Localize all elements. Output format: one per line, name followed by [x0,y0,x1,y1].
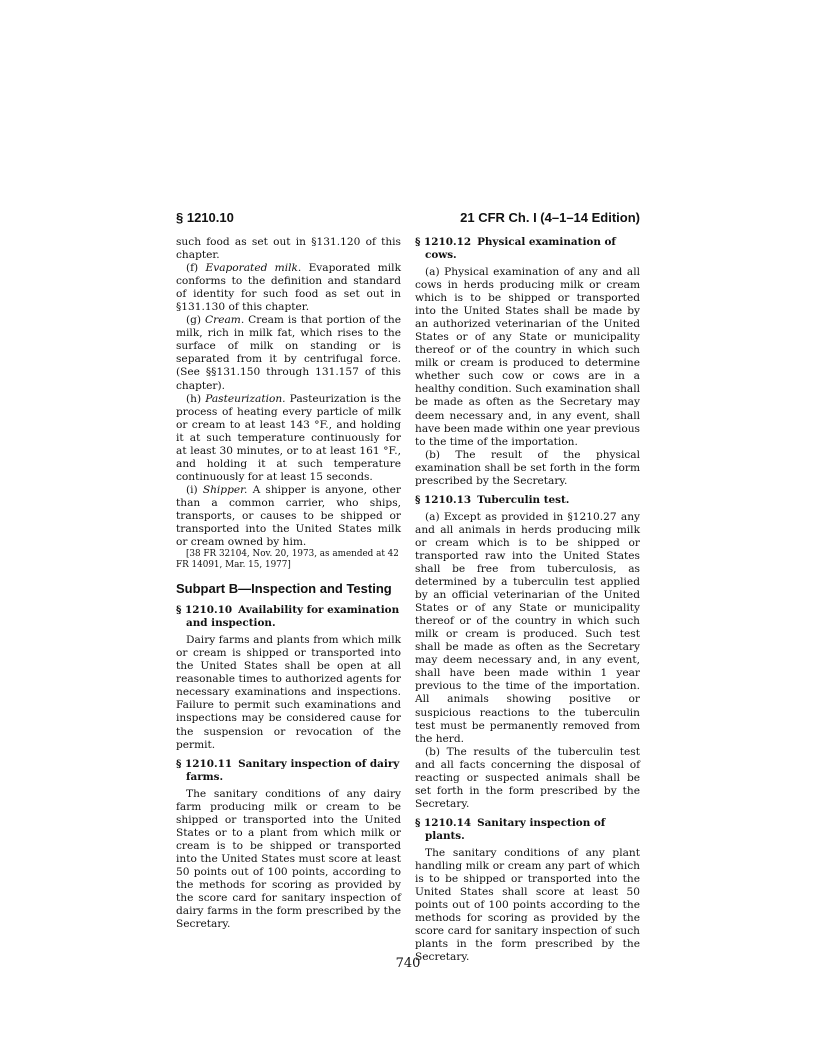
section-number: § 1210.13 [415,493,472,506]
section-heading-1210-12 [415,236,640,262]
paragraph-marker: (i) [186,483,198,496]
section-number: § 1210.11 [176,757,233,770]
running-header-section: § 1210.10 [176,210,234,225]
section-1210-13-para-a: (a) Except as provided in §1210.27 any and all animals in herds producing milk or cream which is to be shipped or transported raw into the United States shall be free from tuberculosis, as determined by a tuberculin test applied by an official veterinarian of the United States or of any State or municipality thereof or of the country in which such milk or cream is produced. Such test shall be made as often as the Secretary may deem necessary and, in any event, shall have been made within 1 year previous to the time of the importation. All animals showing positive or suspicious reactions to the tuberculin test must be permanently removed from the herd. [415,510,640,745]
section-title: Availability for examination and inspection. [186,604,400,630]
paragraph-text: Cream is that portion of the milk, rich in milk fat, which rises to the surface of milk on standing or is separated from it by centrifugal force. (See §§131.150 through 131.157 of this chapter). [176,314,401,392]
paragraph-g [176,314,401,392]
section-title: Sanitary inspection of dairy farms. [186,757,400,783]
paragraph-marker: (g) [186,314,202,327]
running-header-edition: 21 CFR Ch. I (4–1–14 Edition) [460,210,640,225]
defined-term: Shipper. [202,483,248,496]
section-number: § 1210.14 [415,816,472,829]
subpart-heading: Subpart B—Inspection and Testing [176,581,392,597]
section-heading-1210-11 [176,758,401,784]
paragraph-text: Evaporated milk conforms to the definition and standard of identity for such food as set out in §131.130 of this chapter. [176,262,401,314]
section-text-1210-11: The sanitary conditions of any dairy farm producing milk or cream to be shipped or transported into the United States or to a plant from which milk or cream is to be shipped or transported into the United States must score at least 50 points out of 100 points, according to the methods for scoring as provided by the score card for sanitary inspection of dairy farms in the form prescribed by the Secretary. [176,787,401,931]
right-column [415,236,640,964]
paragraph-text: A shipper is anyone, other than a common carrier, who ships, transports, or causes to be shipped or transported into the United States milk or cream owned by him. [176,483,401,549]
section-title: Sanitary inspection of plants. [425,816,606,842]
section-text-1210-10: Dairy farms and plants from which milk or cream is shipped or transported into the United States shall be open at all reasonable times to authorized agents for necessary examinations and inspections. Failure to permit such examinations and inspections may be considered cause for the suspension or revocation of the permit. [176,634,401,751]
section-title: Physical examination of cows. [425,236,616,261]
paragraph-f [176,262,401,314]
section-heading-1210-10 [176,604,401,630]
section-text-1210-14: The sanitary conditions of any plant handling milk or cream any part of which is to be shipped or transported into the United States shall score at least 50 points out of 100 points according to the methods for scoring as provided by the score card for sanitary inspection of such plants in the form prescribed by the Secretary. [415,846,640,964]
defined-term: Cream. [205,314,245,327]
paragraph-marker: (h) [186,392,202,405]
continued-text: such food as set out in §131.120 of this chapter. [176,236,401,262]
defined-term: Evaporated milk. [205,262,302,275]
page-number: 740 [395,956,421,971]
defined-term: Pasteurization. [205,392,286,405]
paragraph-text: Pasteurization is the process of heating every particle of milk or cream to at least 143 °F., and holding it at such temperature continuously for at least 30 minutes, or to at least 161 °F., and holding it at such temperature continuously for at least 15 seconds. [176,392,402,483]
source-citation: [38 FR 32104, Nov. 20, 1973, as amended at 42 FR 14091, Mar. 15, 1977] [176,549,399,571]
section-1210-13-para-b: (b) The results of the tuberculin test and all facts concerning the disposal of reacting or suspected animals shall be set forth in the form prescribed by the Secretary. [415,745,640,810]
paragraph-i [176,484,401,549]
left-column [176,236,401,931]
section-number: § 1210.12 [415,236,472,248]
section-title: Tuberculin test. [477,493,570,506]
section-number: § 1210.10 [176,604,233,617]
section-1210-12-para-a: (a) Physical examination of any and all cows in herds producing milk or cream which is to be shipped or transported into the United States shall be made by an authorized veterinarian of the United States or of any State or municipality thereof or of the country in which such milk or cream is produced to determine whether such cow or cows are in a healthy condition. Such examination shall be made as often as the Secretary may deem necessary and, in any event, shall have been made within one year previous to the time of the importation. [415,266,641,448]
paragraph-h [176,393,401,484]
section-heading-1210-13 [415,494,640,507]
section-1210-12-para-b: (b) The result of the physical examination shall be set forth in the form prescribed by the Secretary. [415,448,640,487]
section-heading-1210-14 [415,817,640,843]
paragraph-marker: (f) [186,262,199,275]
